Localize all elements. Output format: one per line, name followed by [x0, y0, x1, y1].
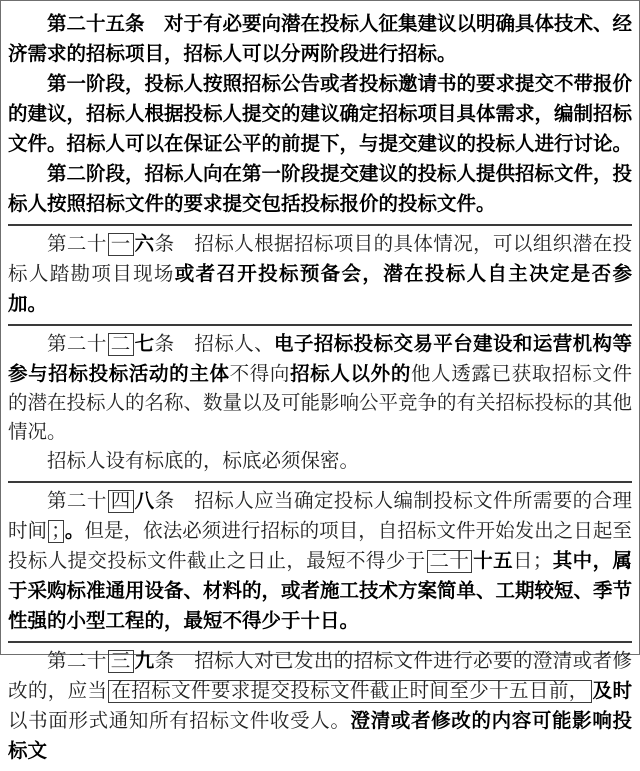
added-text: 澄清或者修改的内容可能影响投标文	[8, 709, 632, 762]
paragraph	[8, 159, 632, 219]
deleted-text-box: 二十	[427, 550, 473, 573]
deleted-text-box: 二	[108, 333, 134, 356]
added-text: 。	[64, 519, 85, 542]
original-text: 他人透露已获取招标文件的潜在投标人的名称、数量以及可能影响公平竞争的有关招标投标的其他情况。	[8, 364, 633, 443]
original-text: 招标人设有标底的，标底必须保密。	[47, 451, 360, 472]
article-block-26	[8, 224, 632, 324]
paragraph	[8, 447, 632, 476]
paragraph	[8, 329, 632, 447]
original-text: 条 招标人对已发出的招标文件进行必要的澄清或者修改的，应当	[8, 651, 632, 702]
added-text: 第二阶段，招标人向在第一阶段提交建议的投标人提供招标文件，投标人按照招标文件的要求提交包括投标报价的投标文件。	[8, 162, 633, 215]
added-text: 招标人以外的	[290, 362, 411, 385]
added-text: 其中，属于采购标准通用设备、材料的，或者施工技术方案简单、工期较短、季节性强的小型工程的，最短不得少于十日。	[8, 549, 633, 632]
added-text: 电子招标投标交易平台建设和运营机构等参与招标投标活动的主体	[8, 332, 632, 385]
original-text: 但是，依法必须进行招标的项目，自招标文件开始发出之日起至投标人提交投标文件截止之日止，最短不得少于	[8, 521, 632, 572]
original-text: 第二十	[47, 491, 107, 512]
deleted-text-box: 三	[108, 650, 134, 673]
original-text: 第二十	[47, 651, 107, 672]
deleted-text-box: 在招标文件要求提交投标文件截止时间至少十五日前，	[108, 680, 591, 703]
added-text: 第一阶段，投标人按照招标公告或者投标邀请书的要求提交不带报价的建议，招标人根据投标人提交的建议确定招标项目具体需求，编制招标文件。招标人可以在保证公平的前提下，与提交建议的投标人进行讨论。	[8, 72, 633, 155]
deleted-text-box: 一	[108, 233, 134, 256]
added-text: 及时	[592, 679, 632, 702]
added-text: 七	[134, 332, 155, 355]
original-text: 第二十	[47, 234, 107, 255]
original-text: 第二十	[47, 334, 107, 355]
article-block-25	[8, 6, 632, 224]
paragraph	[8, 646, 632, 766]
deleted-text-box: 四	[108, 490, 134, 513]
original-text: 条 招标人应当确定投标人编制投标文件所需要的合理时间	[8, 491, 632, 542]
paragraph	[8, 229, 632, 319]
article-block-29	[8, 641, 632, 771]
original-text: 以书面形式通知所有招标文件收受人。	[8, 711, 351, 732]
paragraph	[8, 9, 632, 69]
article-block-28	[8, 481, 632, 641]
paragraph	[8, 69, 632, 159]
article-block-27	[8, 324, 632, 481]
original-text: 不得向	[229, 364, 291, 385]
original-text: 条 招标人、	[154, 334, 275, 355]
added-text: 十五	[473, 549, 514, 572]
added-text: 八	[134, 489, 155, 512]
added-text: 九	[134, 649, 155, 672]
paragraph	[8, 486, 632, 636]
original-text: 日；	[513, 551, 553, 572]
added-text: 六	[134, 232, 155, 255]
added-text: 或者召开投标预备会，潜在投标人自主决定是否参加。	[8, 262, 632, 315]
added-text: 第二十五条 对于有必要向潜在投标人征集建议以明确具体技术、经济需求的招标项目，招标人可以分两阶段进行招标。	[8, 12, 633, 65]
original-text: 条 招标人根据招标项目的具体情况，可以组织潜在投标人踏勘项目现场	[8, 234, 632, 285]
deleted-text-box: ；	[48, 520, 64, 543]
